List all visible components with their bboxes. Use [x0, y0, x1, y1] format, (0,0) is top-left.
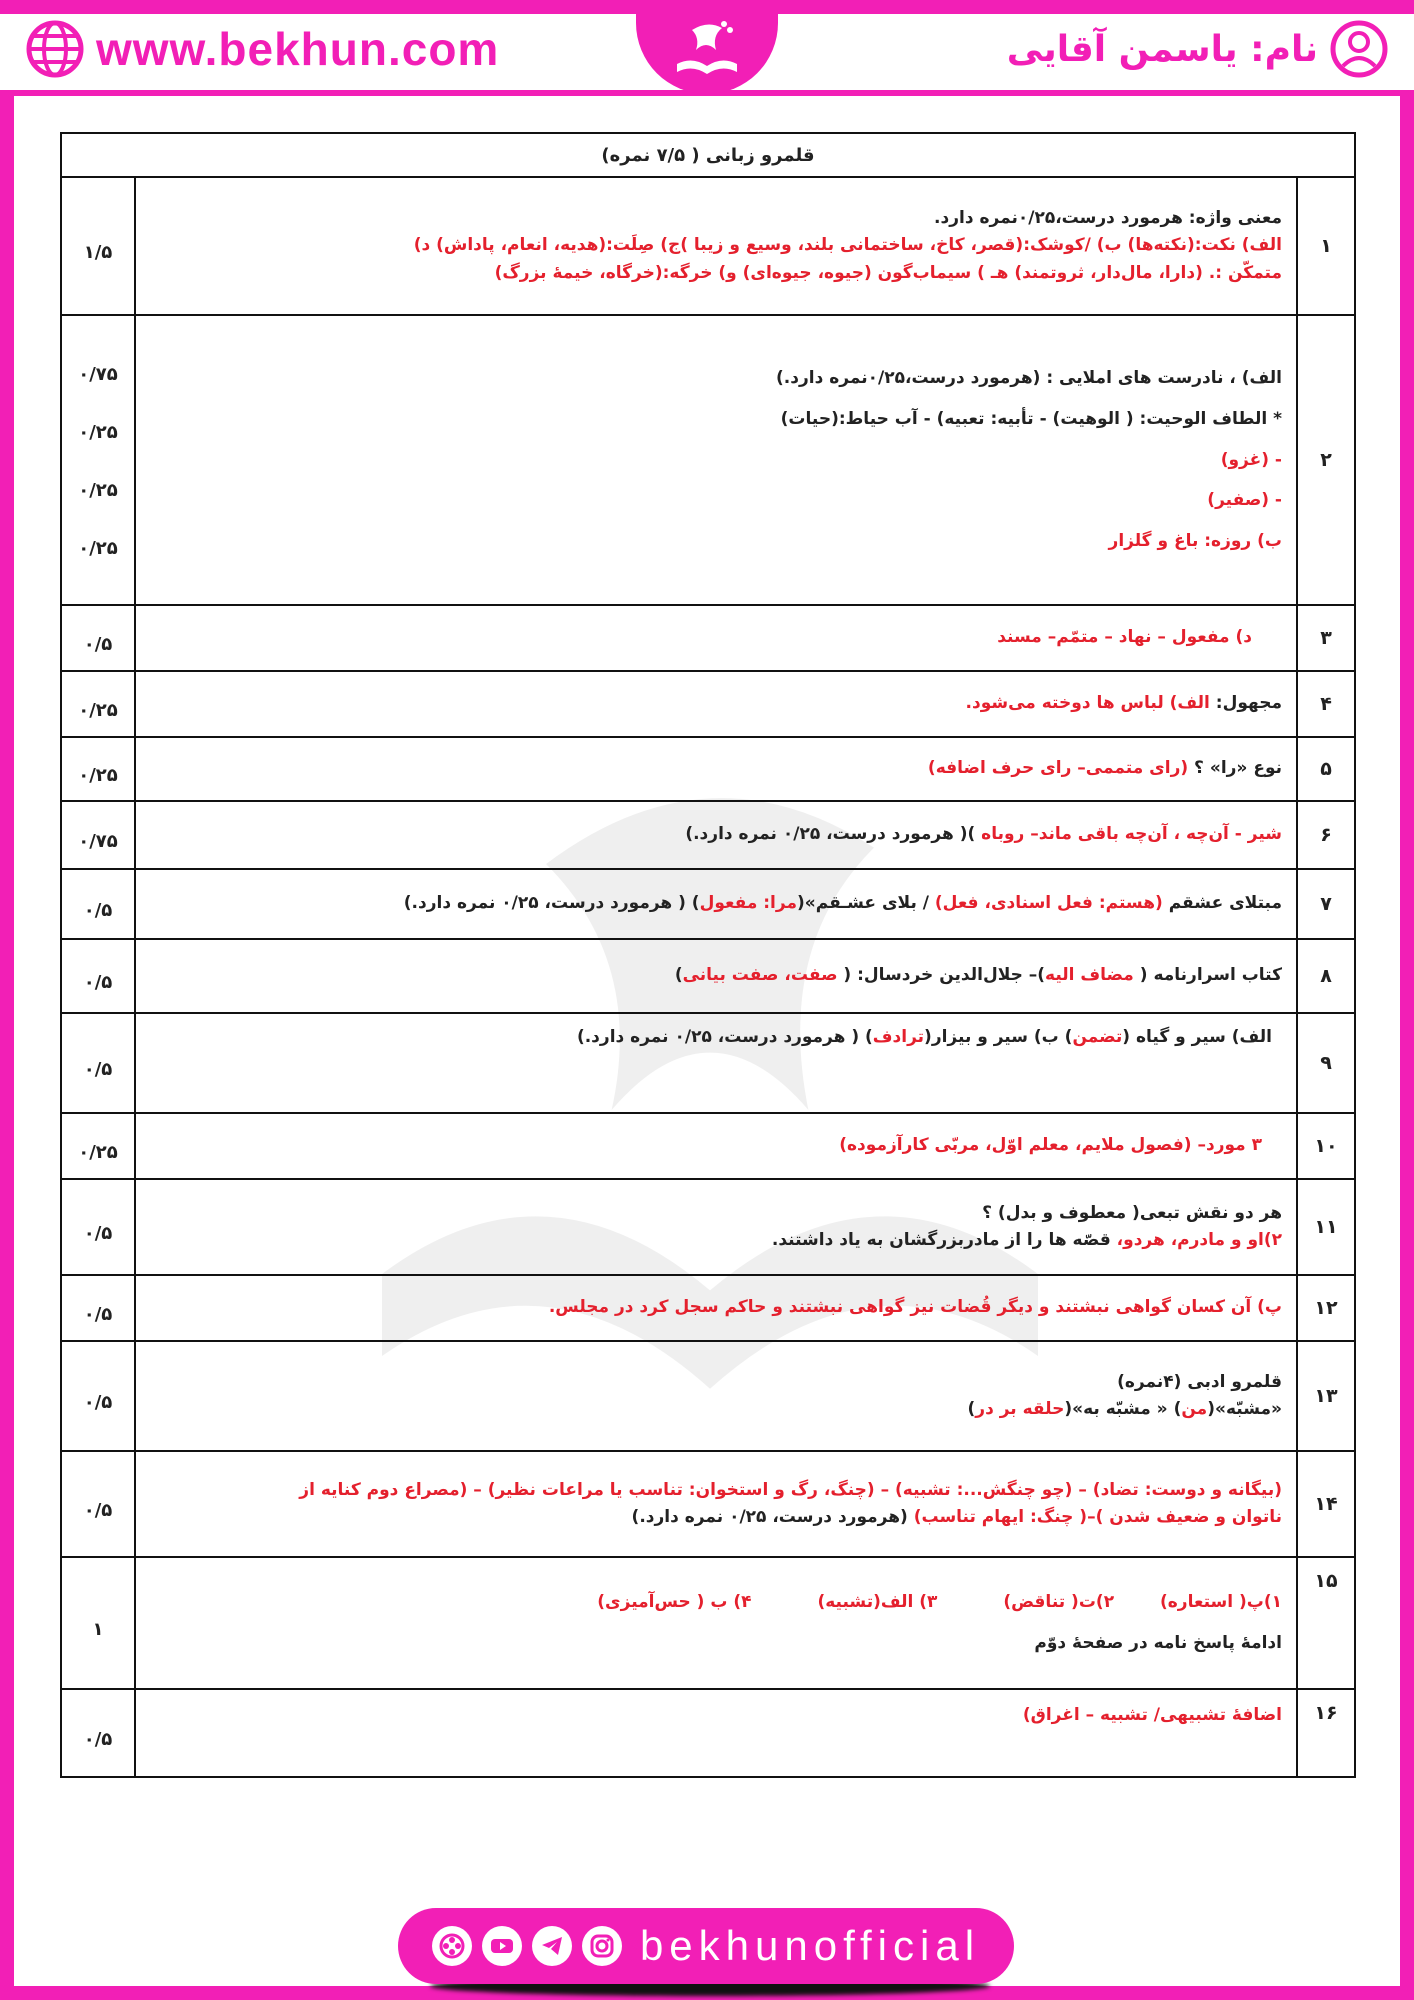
answer-note: (هرمورد درست، ۰/۲۵ نمره دارد.) — [631, 1507, 914, 1527]
telegram-icon[interactable] — [532, 1926, 572, 1966]
question-label: مجهول: — [1209, 693, 1282, 714]
social-footer[interactable] — [398, 1908, 1014, 1984]
answer-cell — [135, 801, 1297, 869]
question-label: کتاب اسرارنامه ( — [1133, 965, 1282, 986]
table-row — [61, 177, 1355, 315]
score-value: ۰/۷۵ — [78, 364, 118, 385]
answer-text: اضافهٔ تشبیهی/ تشبیه – اغراق) — [1022, 1705, 1282, 1725]
question-number: ۵ — [1297, 737, 1355, 801]
table-row — [61, 869, 1355, 939]
student-name — [1007, 20, 1388, 78]
question-number: ۱ — [1297, 177, 1355, 315]
answer-table — [60, 132, 1356, 1778]
question-label: «مشبّه»( — [1207, 1399, 1282, 1419]
question-number: ۳ — [1297, 605, 1355, 671]
continuation-note: ادامهٔ پاسخ نامه در صفحهٔ دوّم — [1034, 1633, 1282, 1653]
website-link[interactable] — [26, 20, 499, 78]
answer-text: من — [1181, 1399, 1208, 1419]
score-cell: ۰/۷۵ — [61, 801, 135, 869]
answer-item: ۱)پ( استعاره) — [1160, 1592, 1282, 1613]
table-row — [61, 737, 1355, 801]
answer-cell — [135, 1557, 1297, 1689]
answer-item: ۲)ت( تناقض) — [1003, 1592, 1115, 1613]
question-number: ۱۰ — [1297, 1113, 1355, 1179]
name-label: نام: یاسمن آقایی — [1006, 28, 1318, 70]
answer-cell — [135, 315, 1297, 605]
question-number: ۹ — [1297, 1013, 1355, 1113]
score-cell: ۰/۲۵ — [61, 1113, 135, 1179]
answer-text: حلقه بر در — [975, 1399, 1065, 1419]
answer-text: شیر - آن‌چه ، آن‌چه باقی ماند– روباه — [981, 824, 1282, 845]
question-number: ۱۱ — [1297, 1179, 1355, 1275]
answer-line: الف) ، نادرست های املایی : (هرمورد درست،۰/۲۵نمره دارد.) — [776, 368, 1282, 388]
globe-icon — [26, 20, 84, 78]
answer-text: مرا: مفعول — [699, 893, 797, 914]
answer-note: ) — [674, 965, 683, 986]
table-row — [61, 1451, 1355, 1557]
answer-mid: / بلای عشـقم»( — [797, 893, 935, 914]
score-cell: ۱/۵ — [61, 177, 135, 315]
question-number: ۱۳ — [1297, 1341, 1355, 1451]
answer-note: ) ( هرمورد درست، ۰/۲۵ نمره دارد.) — [403, 893, 700, 914]
question-number: ۲ — [1297, 315, 1355, 605]
answer-cell — [135, 1275, 1297, 1341]
answer-cell — [135, 1179, 1297, 1275]
question-number: ۷ — [1297, 869, 1355, 939]
answer-line: ب) روزه: باغ و گلزار — [1108, 531, 1282, 552]
answer-item: ۳) الف(تشبیه) — [817, 1592, 938, 1613]
answer-line: معنی واژه: هرمورد درست،۰/۲۵نمره دارد. — [934, 208, 1282, 229]
table-row — [61, 1341, 1355, 1451]
score-cell: ۰/۵ — [61, 1341, 135, 1451]
answer-text: ۲)او و مادرم، هردو، — [1116, 1230, 1282, 1250]
answer-item: ۴) ب ( حس‌آمیزی) — [597, 1592, 752, 1613]
aparat-icon[interactable] — [432, 1926, 472, 1966]
answer-mid: )– جلال‌الدین خردسال: ( — [837, 965, 1046, 986]
section-title: قلمرو زبانی ( ۷/۵ نمره) — [61, 133, 1355, 177]
answer-cell — [135, 671, 1297, 737]
brand-logo — [636, 8, 778, 94]
question-number: ۸ — [1297, 939, 1355, 1013]
score-cell: ۰/۵ — [61, 1013, 135, 1113]
question-label: الف) سیر و گیاه ( — [1122, 1027, 1272, 1047]
header-bar — [0, 0, 1414, 96]
answer-cell — [135, 1013, 1297, 1113]
answer-line: ناتوان و ضعیف شدن )–( چنگ: ایهام تناسب) — [913, 1507, 1282, 1527]
answer-line — [150, 1582, 1282, 1623]
table-row — [61, 605, 1355, 671]
score-cell: ۰/۵ — [61, 605, 135, 671]
answer-text: صفت، صفت بیانی — [682, 965, 838, 986]
answer-text: (رای متممی– رای حرف اضافه) — [927, 758, 1189, 779]
table-row — [61, 1013, 1355, 1113]
answer-text: ۳ مورد– (فصول ملایم، معلم اوّل، مربّی کارآزموده) — [839, 1135, 1262, 1156]
table-row — [61, 1557, 1355, 1689]
table-row — [61, 1275, 1355, 1341]
score-cell: ۰/۵ — [61, 939, 135, 1013]
instagram-icon[interactable] — [582, 1926, 622, 1966]
answer-line: هر دو نقش تبعی( معطوف و بدل) ؟ — [982, 1202, 1282, 1223]
table-row — [61, 315, 1355, 605]
answer-note: ) — [967, 1399, 976, 1419]
answer-cell — [135, 737, 1297, 801]
score-cell: ۱ — [61, 1557, 135, 1689]
table-row — [61, 1113, 1355, 1179]
answer-line: (بیگانه و دوست: تضاد) – (چو چنگش...: تشبیه) – (چنگ، رگ و استخوان: تناسب یا مراعات نظیر) – (مصراع دوم کنایه از — [299, 1479, 1282, 1500]
score-cell: ۰/۵ — [61, 1689, 135, 1777]
answer-text: پ) آن کسان گواهی نبشتند و دیگر قُضات نیز گواهی نبشتند و حاکم سجل کرد در مجلس. — [548, 1297, 1282, 1318]
score-cell: ۰/۵ — [61, 1275, 135, 1341]
answer-cell — [135, 177, 1297, 315]
book-logo-icon — [662, 16, 752, 86]
score-cell: ۰/۵ — [61, 1179, 135, 1275]
table-row — [61, 671, 1355, 737]
question-number: ۱۵ — [1297, 1557, 1355, 1689]
question-label: نوع «را» ؟ — [1188, 758, 1282, 779]
question-label: مبتلای عشقم — [1162, 893, 1282, 914]
answer-text: مضاف الیه — [1045, 965, 1134, 986]
answer-text: تضمن — [1072, 1027, 1123, 1047]
table-row — [61, 1179, 1355, 1275]
answer-text: الف) لباس ها دوخته می‌شود. — [965, 693, 1210, 714]
answer-cell — [135, 1451, 1297, 1557]
answer-cell — [135, 1689, 1297, 1777]
social-handle[interactable]: bekhunofficial — [639, 1922, 981, 1969]
answer-note: )( هرمورد درست، ۰/۲۵ نمره دارد.) — [685, 824, 982, 845]
youtube-icon[interactable] — [482, 1926, 522, 1966]
answer-text: د) مفعول – نهاد – متمّم– مسند — [997, 627, 1252, 648]
answer-note: ) ( هرمورد درست، ۰/۲۵ نمره دارد.) — [576, 1027, 873, 1047]
answer-cell — [135, 1113, 1297, 1179]
website-text[interactable]: www.bekhun.com — [96, 23, 500, 75]
question-number: ۱۶ — [1297, 1689, 1355, 1777]
score-cell: ۰/۵ — [61, 1451, 135, 1557]
score-value: ۰/۲۵ — [78, 538, 118, 559]
score-value: ۰/۲۵ — [78, 422, 118, 443]
answer-cell — [135, 939, 1297, 1013]
score-cell: ۰/۲۵ — [61, 737, 135, 801]
score-cell: ۰/۲۵ — [61, 671, 135, 737]
answer-cell — [135, 605, 1297, 671]
answer-text: ترادف — [872, 1027, 925, 1047]
question-number: ۴ — [1297, 671, 1355, 737]
answer-line: - (صفیر) — [1207, 490, 1282, 511]
table-row — [61, 1689, 1355, 1777]
answer-cell — [135, 869, 1297, 939]
answer-line: - (غزو) — [1220, 449, 1282, 470]
table-row — [61, 939, 1355, 1013]
answer-line: متمکّن :. (دارا، مال‌دار، ثروتمند) هـ ) سیماب‌گون (جیوه، جیوه‌ای) و) خرگه:(خرگاه، خیمهٔ بزرگ) — [494, 262, 1282, 283]
score-cell: ۰/۵ — [61, 869, 135, 939]
answer-mid: ) « مشبّه به»( — [1064, 1399, 1182, 1419]
answer-mid: ) ب) سیر و بیزار( — [924, 1027, 1073, 1047]
answer-line: قلمرو ادبی (۴نمره) — [1117, 1371, 1282, 1392]
answer-note: قصّه ها را از مادربزرگشان به یاد داشتند. — [771, 1230, 1117, 1250]
answer-line: * الطاف الوحیت: ( الوهیت) - تأبیه: تعبیه) - آب حیاط:(حیات) — [780, 408, 1282, 429]
question-number: ۱۴ — [1297, 1451, 1355, 1557]
score-value: ۰/۲۵ — [78, 480, 118, 501]
question-number: ۱۲ — [1297, 1275, 1355, 1341]
answer-line: الف) نکت:(نکته‌ها) ب) /کوشک:(قصر، کاخ، ساختمانی بلند، وسیع و زیبا )ج) صِلَت:(هدیه، انعام، پاداش) د) — [413, 235, 1282, 256]
user-icon — [1330, 20, 1388, 78]
answer-text: (هستم: فعل اسنادی، فعل) — [934, 893, 1163, 914]
answer-cell — [135, 1341, 1297, 1451]
question-number: ۶ — [1297, 801, 1355, 869]
score-cell — [61, 315, 135, 605]
table-row — [61, 801, 1355, 869]
